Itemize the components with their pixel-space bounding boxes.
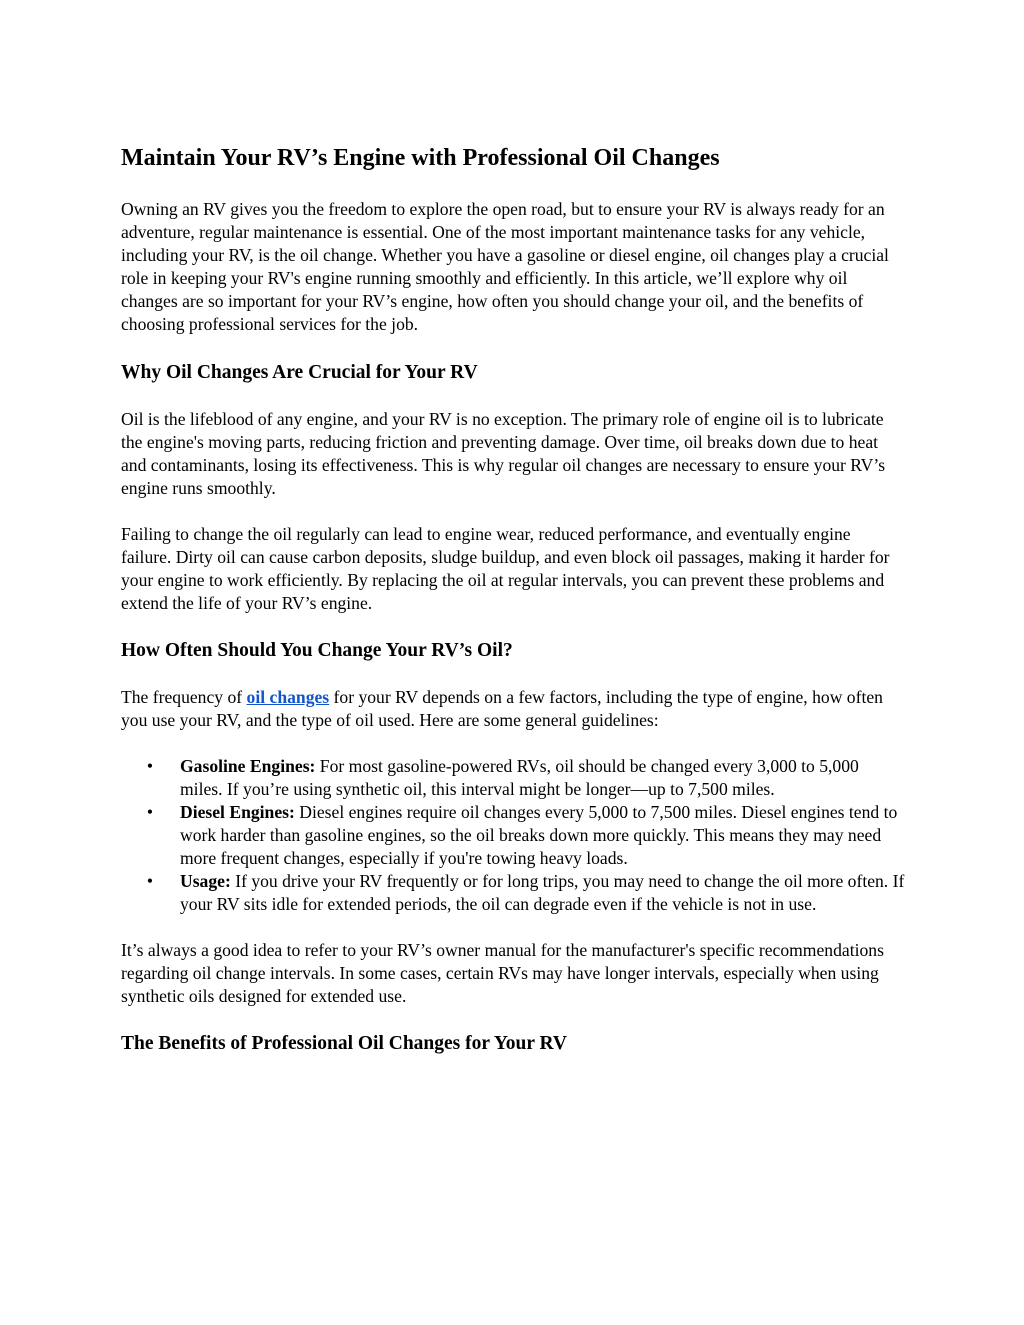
section-heading-benefits: The Benefits of Professional Oil Changes for Your RV [121, 1033, 568, 1054]
oil-changes-link[interactable]: oil changes [246, 687, 330, 707]
list-item-text: If you drive your RV frequently or for long trips, you may need to change the oil more often. If your RV sits idle for extended periods, the oil can degrade even if the vehicle is not in use. [180, 871, 905, 914]
frequency-paragraph [121, 686, 905, 732]
bullet-icon: • [146, 802, 154, 822]
section-heading-why: Why Oil Changes Are Crucial for Your RV [121, 362, 478, 383]
intro-paragraph: Owning an RV gives you the freedom to explore the open road, but to ensure your RV is always ready for an adventure, regular maintenance is essential. One of the most important maintenance tasks for any vehicle, including your RV, is the oil change. Whether you have a gasoline or diesel engine, oil changes play a crucial role in keeping your RV's engine running smoothly and efficiently. In this article, we’ll explore why oil changes are so important for your RV’s engine, how often you should change your oil, and the benefits of choosing professional services for the job. [121, 199, 889, 334]
list-item-label: Gasoline Engines: [180, 756, 316, 776]
document-page [121, 143, 905, 1079]
list-item [121, 870, 905, 916]
why-paragraph-1: Oil is the lifeblood of any engine, and your RV is no exception. The primary role of engine oil is to lubricate the engine's moving parts, reducing friction and preventing damage. Over time, oil breaks down due to heat and contaminants, losing its effectiveness. This is why regular oil changes are necessary to ensure your RV’s engine runs smoothly. [121, 409, 886, 498]
bullet-icon: • [146, 871, 154, 891]
frequency-text-after: for your RV depends on a few factors, including the type of engine, how often you use your RV, and the type of oil used. Here are some general guidelines: [121, 687, 883, 730]
list-item-label: Diesel Engines: [180, 802, 295, 822]
list-item [121, 755, 905, 801]
frequency-text-before: The frequency of [121, 687, 247, 707]
list-item-text: For most gasoline-powered RVs, oil should be changed every 3,000 to 5,000 miles. If you’re using synthetic oil, this interval might be longer—up to 7,500 miles. [180, 756, 859, 799]
page-title: Maintain Your RV’s Engine with Professional Oil Changes [121, 145, 720, 171]
guidelines-list [121, 755, 905, 916]
owner-manual-paragraph: It’s always a good idea to refer to your RV’s owner manual for the manufacturer's specific recommendations regarding oil change intervals. In some cases, certain RVs may have longer intervals, especially when using synthetic oils designed for extended use. [121, 940, 884, 1006]
list-item-label: Usage: [180, 871, 231, 891]
list-item-text: Diesel engines require oil changes every 5,000 to 7,500 miles. Diesel engines tend to work harder than gasoline engines, so the oil breaks down more quickly. This means they may need more frequent changes, especially if you're towing heavy loads. [180, 802, 898, 868]
bullet-icon: • [146, 756, 154, 776]
list-item [121, 801, 905, 870]
section-heading-how-often: How Often Should You Change Your RV’s Oil? [121, 640, 513, 661]
why-paragraph-2: Failing to change the oil regularly can lead to engine wear, reduced performance, and eventually engine failure. Dirty oil can cause carbon deposits, sludge buildup, and even block oil passages, making it harder for your engine to work efficiently. By replacing the oil at regular intervals, you can prevent these problems and extend the life of your RV’s engine. [121, 524, 890, 613]
